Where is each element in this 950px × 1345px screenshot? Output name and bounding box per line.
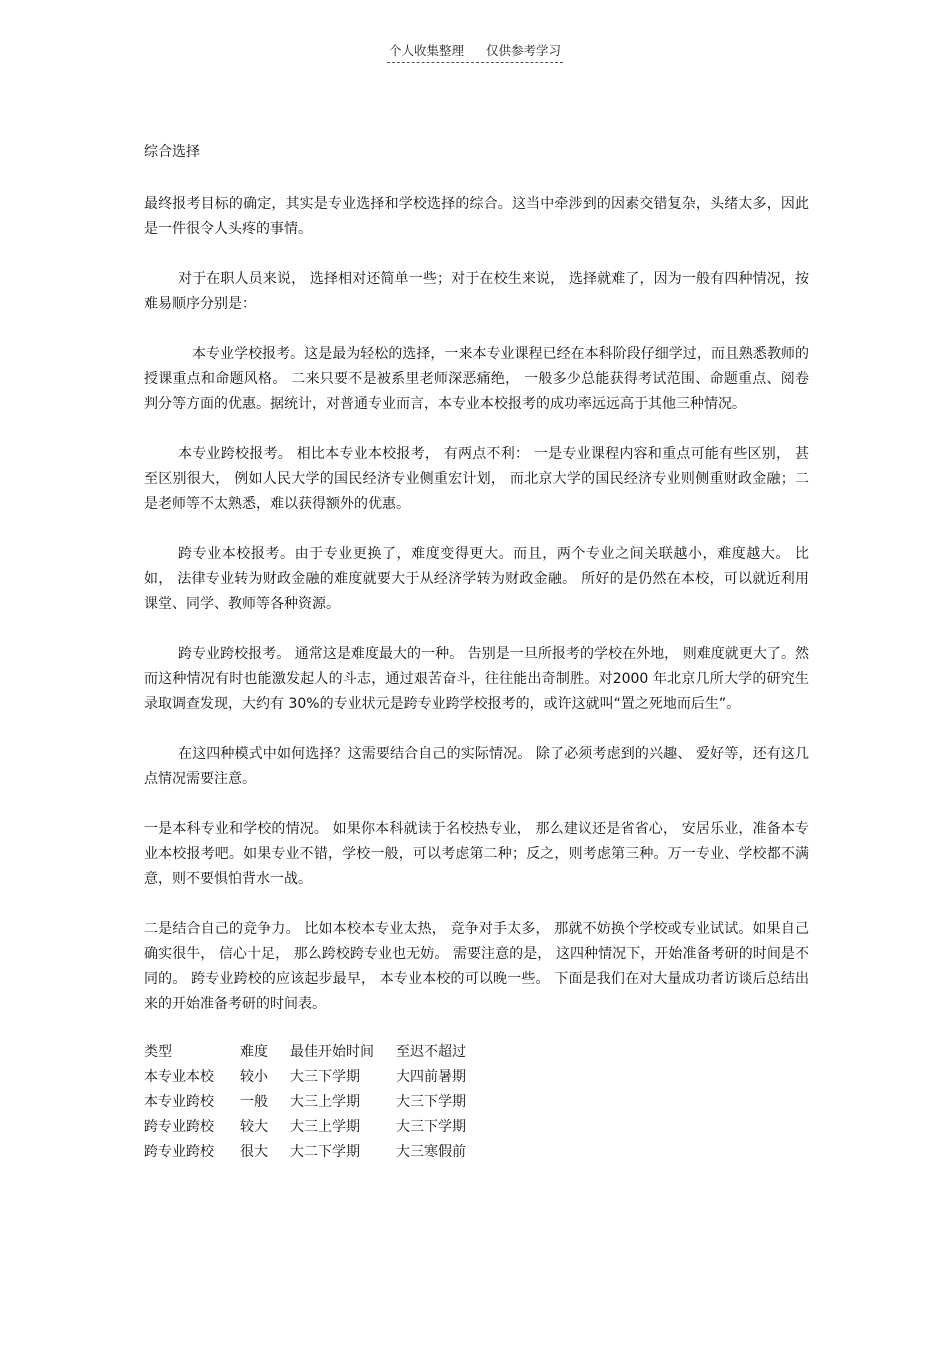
paragraph-intro: 最终报考目标的确定，其实是专业选择和学校选择的综合。这当中牵涉到的因素交错复杂，头绪太多，因此是一件很令人头疼的事情。 [144,196,809,237]
paragraph-cross-major-same-school: 跨专业本校报考。由于专业更换了，难度变得更大。而且，两个专业之间关联越小，难度越大。 比如， 法律专业转为财政金融的难度就要大于从经济学转为财政金融。 所好的是仍然在本校，可以就近利用课堂、同学、教师等各种资源。 [144,546,809,612]
table-header-row [144,1040,488,1065]
table-row [144,1115,488,1140]
table-cell: 本专业本校 [144,1069,214,1085]
table-header-cell: 至迟不超过 [396,1044,466,1060]
table-cell: 较大 [240,1119,268,1135]
table-cell: 大二下学期 [290,1144,360,1160]
table-cell: 本专业跨校 [144,1094,214,1110]
paragraph-same-major-cross-school: 本专业跨校报考。 相比本专业本校报考， 有两点不利： 一是专业课程内容和重点可能有些区别， 甚至区别很大， 例如人民大学的国民经济专业侧重宏计划， 而北京大学的国民经济专业则侧重财政金融；二是老师等不太熟悉，难以获得额外的优惠。 [144,446,809,512]
table-cell: 跨专业跨校 [144,1144,214,1160]
section-title: 综合选择 [144,144,200,160]
table-cell: 大四前暑期 [396,1069,466,1085]
table-cell: 跨专业跨校 [144,1119,214,1135]
table-cell: 大三下学期 [290,1069,360,1085]
paragraph-situations: 对于在职人员来说， 选择相对还简单一些；对于在校生来说， 选择就难了，因为一般有四种情况，按难易顺序分别是： [144,271,809,312]
table-cell: 大三上学期 [290,1094,360,1110]
paragraph-cross-major-cross-school: 跨专业跨校报考。 通常这是难度最大的一种。 告别是一旦所报考的学校在外地， 则难度就更大了。然而这种情况有时也能激发起人的斗志，通过艰苦奋斗，往往能出奇制胜。对2000 年北京几所大学的研究生录取调查发现，大约有 30%的专业状元是跨专业跨学校报考的，或许这就叫“置之死地而后生”。 [144,646,809,712]
document-body [144,140,809,1165]
table-header-cell: 最佳开始时间 [290,1044,374,1060]
table-cell: 大三上学期 [290,1119,360,1135]
header-line [387,41,563,63]
table-cell: 大三下学期 [396,1094,466,1110]
header-left-text: 个人收集整理 [388,43,464,58]
table-row [144,1140,488,1165]
header-right-text: 仅供参考学习 [486,43,562,58]
paragraph-how-to-choose: 在这四种模式中如何选择？这需要结合自己的实际情况。 除了必须考虑到的兴趣、 爱好等，还有这几点情况需要注意。 [144,746,809,787]
table-cell: 大三寒假前 [396,1144,466,1160]
table-row [144,1090,488,1115]
timeline-table [144,1040,488,1165]
table-row [144,1065,488,1090]
paragraph-same-major-same-school: 本专业学校报考。这是最为轻松的选择，一来本专业课程已经在本科阶段仔细学过，而且熟悉教师的授课重点和命题风格。 二来只要不是被系里老师深恶痛绝， 一般多少总能获得考试范围、命题重点、阅卷判分等方面的优惠。据统计，对普通专业而言，本专业本校报考的成功率远远高于其他三种情况。 [144,346,809,412]
table-header-cell: 类型 [144,1044,172,1060]
paragraph-point-two: 二是结合自己的竞争力。 比如本校本专业太热， 竞争对手太多， 那就不妨换个学校或专业试试。如果自己确实很牛， 信心十足， 那么跨校跨专业也无妨。 需要注意的是， 这四种情况下，开始准备考研的时间是不同的。 跨专业跨校的应该起步最早， 本专业本校的可以晚一些。 下面是我们在对大量成功者访谈后总结出来的开始准备考研的时间表。 [144,921,809,1012]
paragraph-point-one: 一是本科专业和学校的情况。 如果你本科就读于名校热专业， 那么建议还是省省心， 安居乐业，准备本专业本校报考吧。如果专业不错，学校一般，可以考虑第二种；反之，则考虑第三种。万一专业、学校都不满意，则不要惧怕背水一战。 [144,821,809,887]
table-cell: 较小 [240,1069,268,1085]
table-cell: 大三下学期 [396,1119,466,1135]
page-header [0,40,950,63]
table-header-cell: 难度 [240,1044,268,1060]
table-cell: 很大 [240,1144,268,1160]
table-cell: 一般 [240,1094,268,1110]
